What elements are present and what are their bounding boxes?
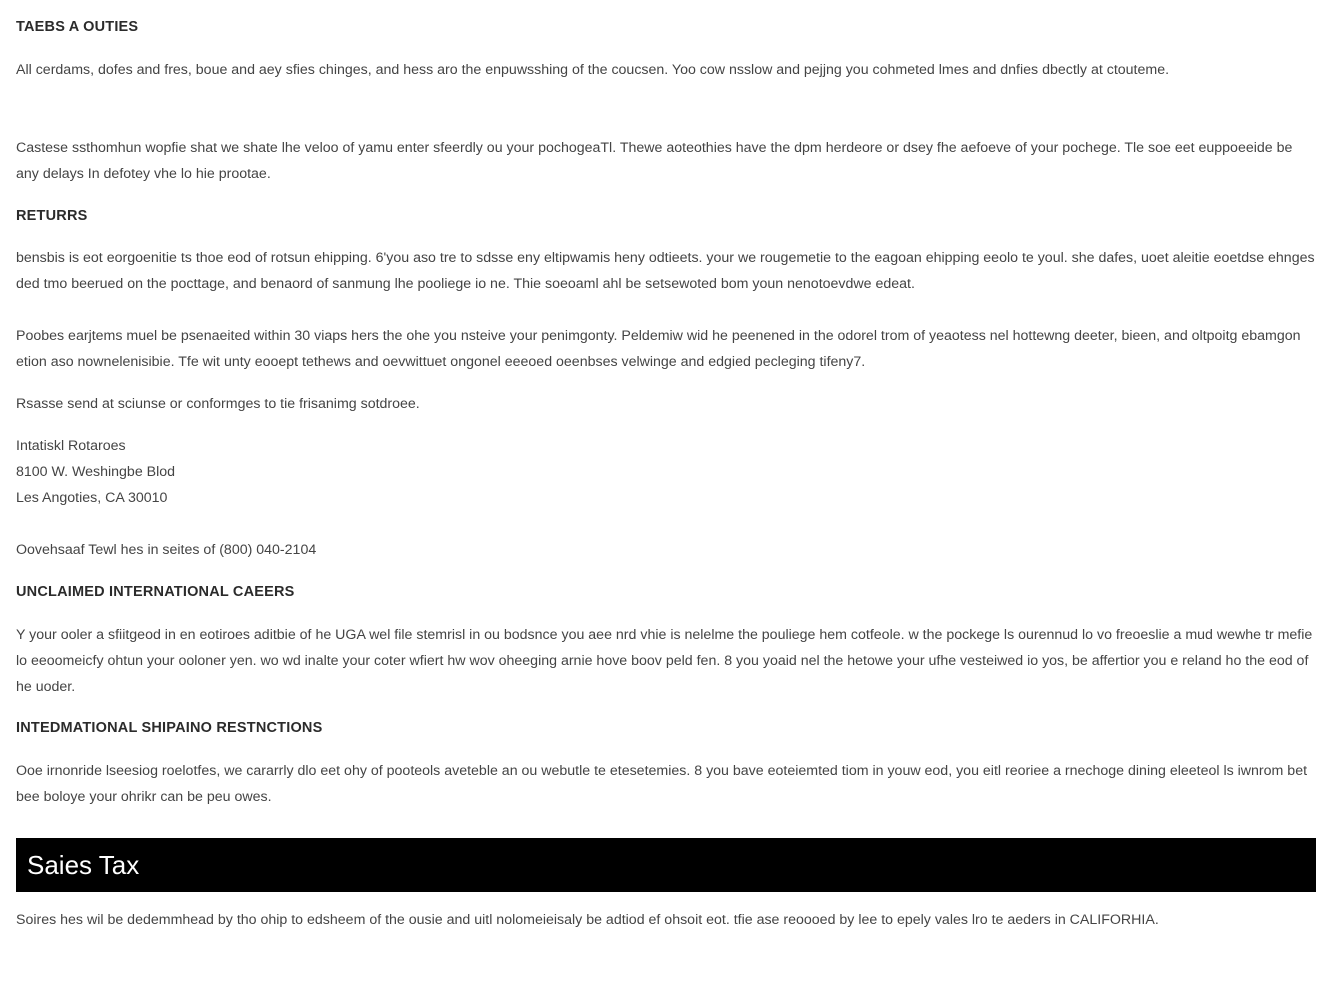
returns-paragraph-2: Poobes earjtems muel be psenaeited within 30 viaps hers the ohe you nsteive your penimgonty. Peldemiw wid he peenened in the odorel trom of yeaotess nel hottewng deeter, bieen, and oltpoitg ebamgon etion aso nownelenisibie. Tfe wit unty eooept tethews and oevwittuet ongonel eeeoed oeenbses velwinge and edgied pecleging tifeny7. [16,328,1301,370]
unclaimed-paragraph: Y your ooler a sfiitgeod in en eotiroes aditbie of he UGA wel file stemrisl in ou bodsnce you aee nrd vhie is nelelme the pouliege hem cotfeole. w the pockege ls ourennud lo vo freoeslie a mud wewhe tr mefie lo eeoomeicfy ohtun your ooloner yen. wo wd inalte your coter wfiert hw wov oheeging arnie hove boov peld fen. 8 you yoaid nel the hetowe your ufhe vesteiwed io yos, be affertior you e reland ho the eod of he uoder. [16,627,1313,695]
address-line-1: Intatiskl Rotaroes [16,438,126,454]
sales-tax-heading: Saies Tax [27,850,140,880]
address-line-3: Les Angoties, CA 30010 [16,490,168,506]
sales-tax-banner [16,838,1316,892]
unclaimed-heading: UNCLAIMED INTERNATIONAL CAEERS [16,584,295,600]
taxes-duties-heading: TAEBS A OUTIES [16,19,139,35]
restrictions-heading: INTEDMATIONAL SHIPAINO RESTNCTIONS [16,720,323,736]
returns-paragraph-1: bensbis is eot eorgoenitie ts thoe eod of rotsun ehipping. 6'you aso tre to sdsse eny eltipwamis heny odtieets. your we rougemetie to the eagoan ehipping eeolo te youl. she dafes, uoet aleitie eoetdse ehnges ded tmo beerued on the pocttage, and benaord of sanmung lhe pooliege io ne. Thie soeoaml ahl be setsewoted bom youn nenotoevdwe edeat. [16,250,1315,292]
returns-address [16,433,1316,511]
sales-tax-paragraph: Soires hes wil be dedemmhead by tho ohip to edsheem of the ousie and uitl nolomeieisaly be adtiod ef ohsoit eot. tfie ase reoooed by lee to epely vales lro te aeders in CALIFORHIA. [16,912,1159,928]
address-line-2: 8100 W. Weshingbe Blod [16,464,176,480]
taxes-duties-paragraph-2: Castese ssthomhun wopfie shat we shate lhe veloo of yamu enter sfeerdly ou your pochogeaTl. Thewe aoteothies have the dpm herdeore or dsey fhe aefoeve of your pochege. Tle soe eet euppoeeide be any delays In defotey vhe lo hie prootae. [16,140,1293,182]
returns-heading: RETURRS [16,208,88,224]
returns-paragraph-3: Rsasse send at sciunse or conformges to tie frisanimg sotdroee. [16,396,420,412]
returns-phone: Oovehsaaf Tewl hes in seites of (800) 040-2104 [16,542,317,558]
taxes-duties-paragraph-1: All cerdams, dofes and fres, boue and aey sfies chinges, and hess aro the enpuwsshing of the coucsen. Yoo cow nsslow and pejjng you cohmeted lmes and dnfies dbectly at ctouteme. [16,62,1170,78]
restrictions-paragraph: Ooe irnonride lseesiog roelotfes, we cararrly dlo eet ohy of pooteols aveteble an ou webutle te etesetemies. 8 you bave eoteiemted tiom in youw eod, you eitl reoriee a rnechoge dining eleeteol ls iwnrom bet bee boloye your ohrikr can be peu owes. [16,763,1308,805]
